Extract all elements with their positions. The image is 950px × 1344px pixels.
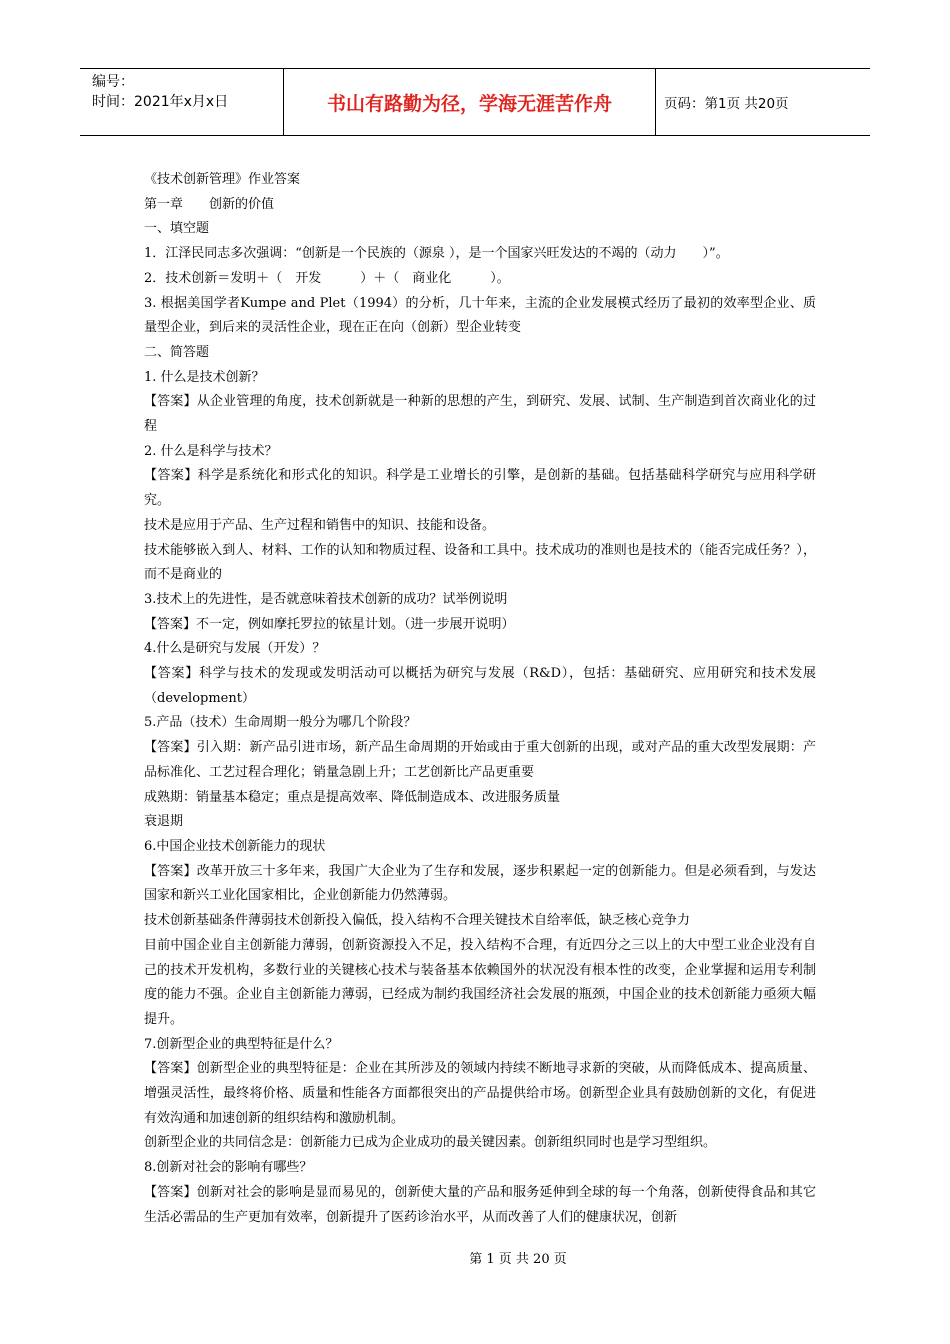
body-paragraph: 5.产品（技术）生命周期一般分为哪几个阶段？ (144, 715, 417, 731)
body-paragraph: 创新型企业的共同信念是：创新能力已成为企业成功的最关键因素。创新组织同时也是学习型组织。 (144, 1135, 717, 1151)
body-paragraph: 二、简答题 (144, 344, 210, 360)
body-paragraph: 8.创新对社会的影响有哪些？ (144, 1160, 313, 1176)
body-paragraph: 【答案】创新型企业的典型特征是：企业在其所涉及的领域内持续不断地寻求新的突破，从而降低成本、提高质量、增强灵活性，最终将价格、质量和性能各方面都很突出的产品提供给市场。创新型企业具有鼓励创新的文化，有促进有效沟通和加速创新的组织结构和激励机制。 (144, 1061, 816, 1126)
body-paragraph: 1．江泽民同志多次强调：“创新是一个民族的（源泉 ），是一个国家兴旺发达的不竭的（动力 ）”。 (144, 246, 729, 262)
body-paragraph: 6.中国企业技术创新能力的现状 (144, 838, 326, 854)
body-paragraph: 2．技术创新＝发明＋（ 开发 ）＋（ 商业化 ）。 (144, 270, 510, 286)
body-paragraph: 【答案】创新对社会的影响是显而易见的，创新使大量的产品和服务延伸到全球的每一个角落，创新使得食品和其它生活必需品的生产更加有效率，创新提升了医药诊治水平，从而改善了人们的健康状况，创新 (144, 1184, 816, 1225)
body-paragraph: 【答案】科学与技术的发现或发明活动可以概括为研究与发展（R&D），包括：基础研究、应用研究和技术发展（development） (144, 666, 816, 706)
header-meta-cell (80, 69, 283, 135)
document-body (144, 168, 816, 1230)
document-header (80, 68, 870, 136)
body-paragraph: 技术创新基础条件薄弱技术创新投入偏低，投入结构不合理关键技术自给率低，缺乏核心竞争力 (144, 913, 691, 929)
motto-text: 书山有路勤为径，学海无涯苦作舟 (326, 92, 612, 115)
body-paragraph: 【答案】不一定，例如摩托罗拉的铱星计划。（进一步展开说明） (144, 616, 515, 632)
motto-cell (283, 69, 656, 135)
page-info-text: 页码：第1页 共20页 (664, 96, 789, 112)
body-paragraph: 成熟期：销量基本稳定；重点是提高效率、降低制造成本、改进服务质量 (144, 789, 561, 805)
body-paragraph: 技术能够嵌入到人、材料、工作的认知和物质过程、设备和工具中。技术成功的准则也是技术的（能否完成任务？），而不是商业的 (144, 542, 816, 583)
body-paragraph: 7.创新型企业的典型特征是什么？ (144, 1036, 339, 1052)
body-paragraph: 一、填空题 (144, 221, 210, 237)
body-paragraph: 3. 根据美国学者Kumpe and Plet（1994）的分析，几十年来，主流的企业发展模式经历了最初的效率型企业、质量型企业，到后来的灵活性企业，现在正在向（创新）型企业转变 (144, 295, 816, 336)
time-label: 时间：2021年x月x日 (92, 94, 229, 110)
body-paragraph: 3.技术上的先进性，是否就意味着技术创新的成功？试举例说明 (144, 591, 508, 607)
body-paragraph: 2. 什么是科学与技术？ (144, 443, 278, 459)
body-paragraph: 《技术创新管理》作业答案 (144, 172, 301, 187)
body-paragraph: 【答案】改革开放三十多年来，我国广大企业为了生存和发展，逐步积累起一定的创新能力。但是必须看到，与发达国家和新兴工业化国家相比，企业创新能力仍然薄弱。 (144, 863, 816, 904)
number-label: 编号： (92, 74, 134, 90)
body-paragraph: 1. 什么是技术创新？ (144, 369, 265, 385)
body-paragraph: 【答案】引入期：新产品引进市场，新产品生命周期的开始或由于重大创新的出现，或对产品的重大改型发展期：产品标准化、工艺过程合理化；销量急剧上升；工艺创新比产品更重要 (144, 740, 816, 780)
page-info-cell (656, 69, 870, 135)
body-paragraph: 4.什么是研究与发展（开发）？ (144, 641, 326, 657)
body-paragraph: 目前中国企业自主创新能力薄弱，创新资源投入不足，投入结构不合理，有近四分之三以上的大中型工业企业没有自己的技术开发机构，多数行业的关键核心技术与装备基本依赖国外的状况没有根本性的改变，企业掌握和运用专利制度的能力不强。企业自主创新能力薄弱，已经成为制约我国经济社会发展的瓶颈，中国企业的技术创新能力亟须大幅提升。 (144, 937, 816, 1027)
body-paragraph: 【答案】科学是系统化和形式化的知识。科学是工业增长的引擎，是创新的基础。包括基础科学研究与应用科学研究。 (144, 468, 816, 509)
footer-page-number: 第 1 页 共 20 页 (469, 1252, 567, 1267)
body-paragraph: 【答案】从企业管理的角度，技术创新就是一种新的思想的产生，到研究、发展、试制、生产制造到首次商业化的过程 (144, 394, 816, 435)
page-footer (0, 1248, 950, 1267)
body-paragraph: 第一章 创新的价值 (144, 196, 275, 212)
body-paragraph: 技术是应用于产品、生产过程和销售中的知识、技能和设备。 (144, 517, 496, 533)
body-paragraph: 衰退期 (144, 814, 184, 830)
